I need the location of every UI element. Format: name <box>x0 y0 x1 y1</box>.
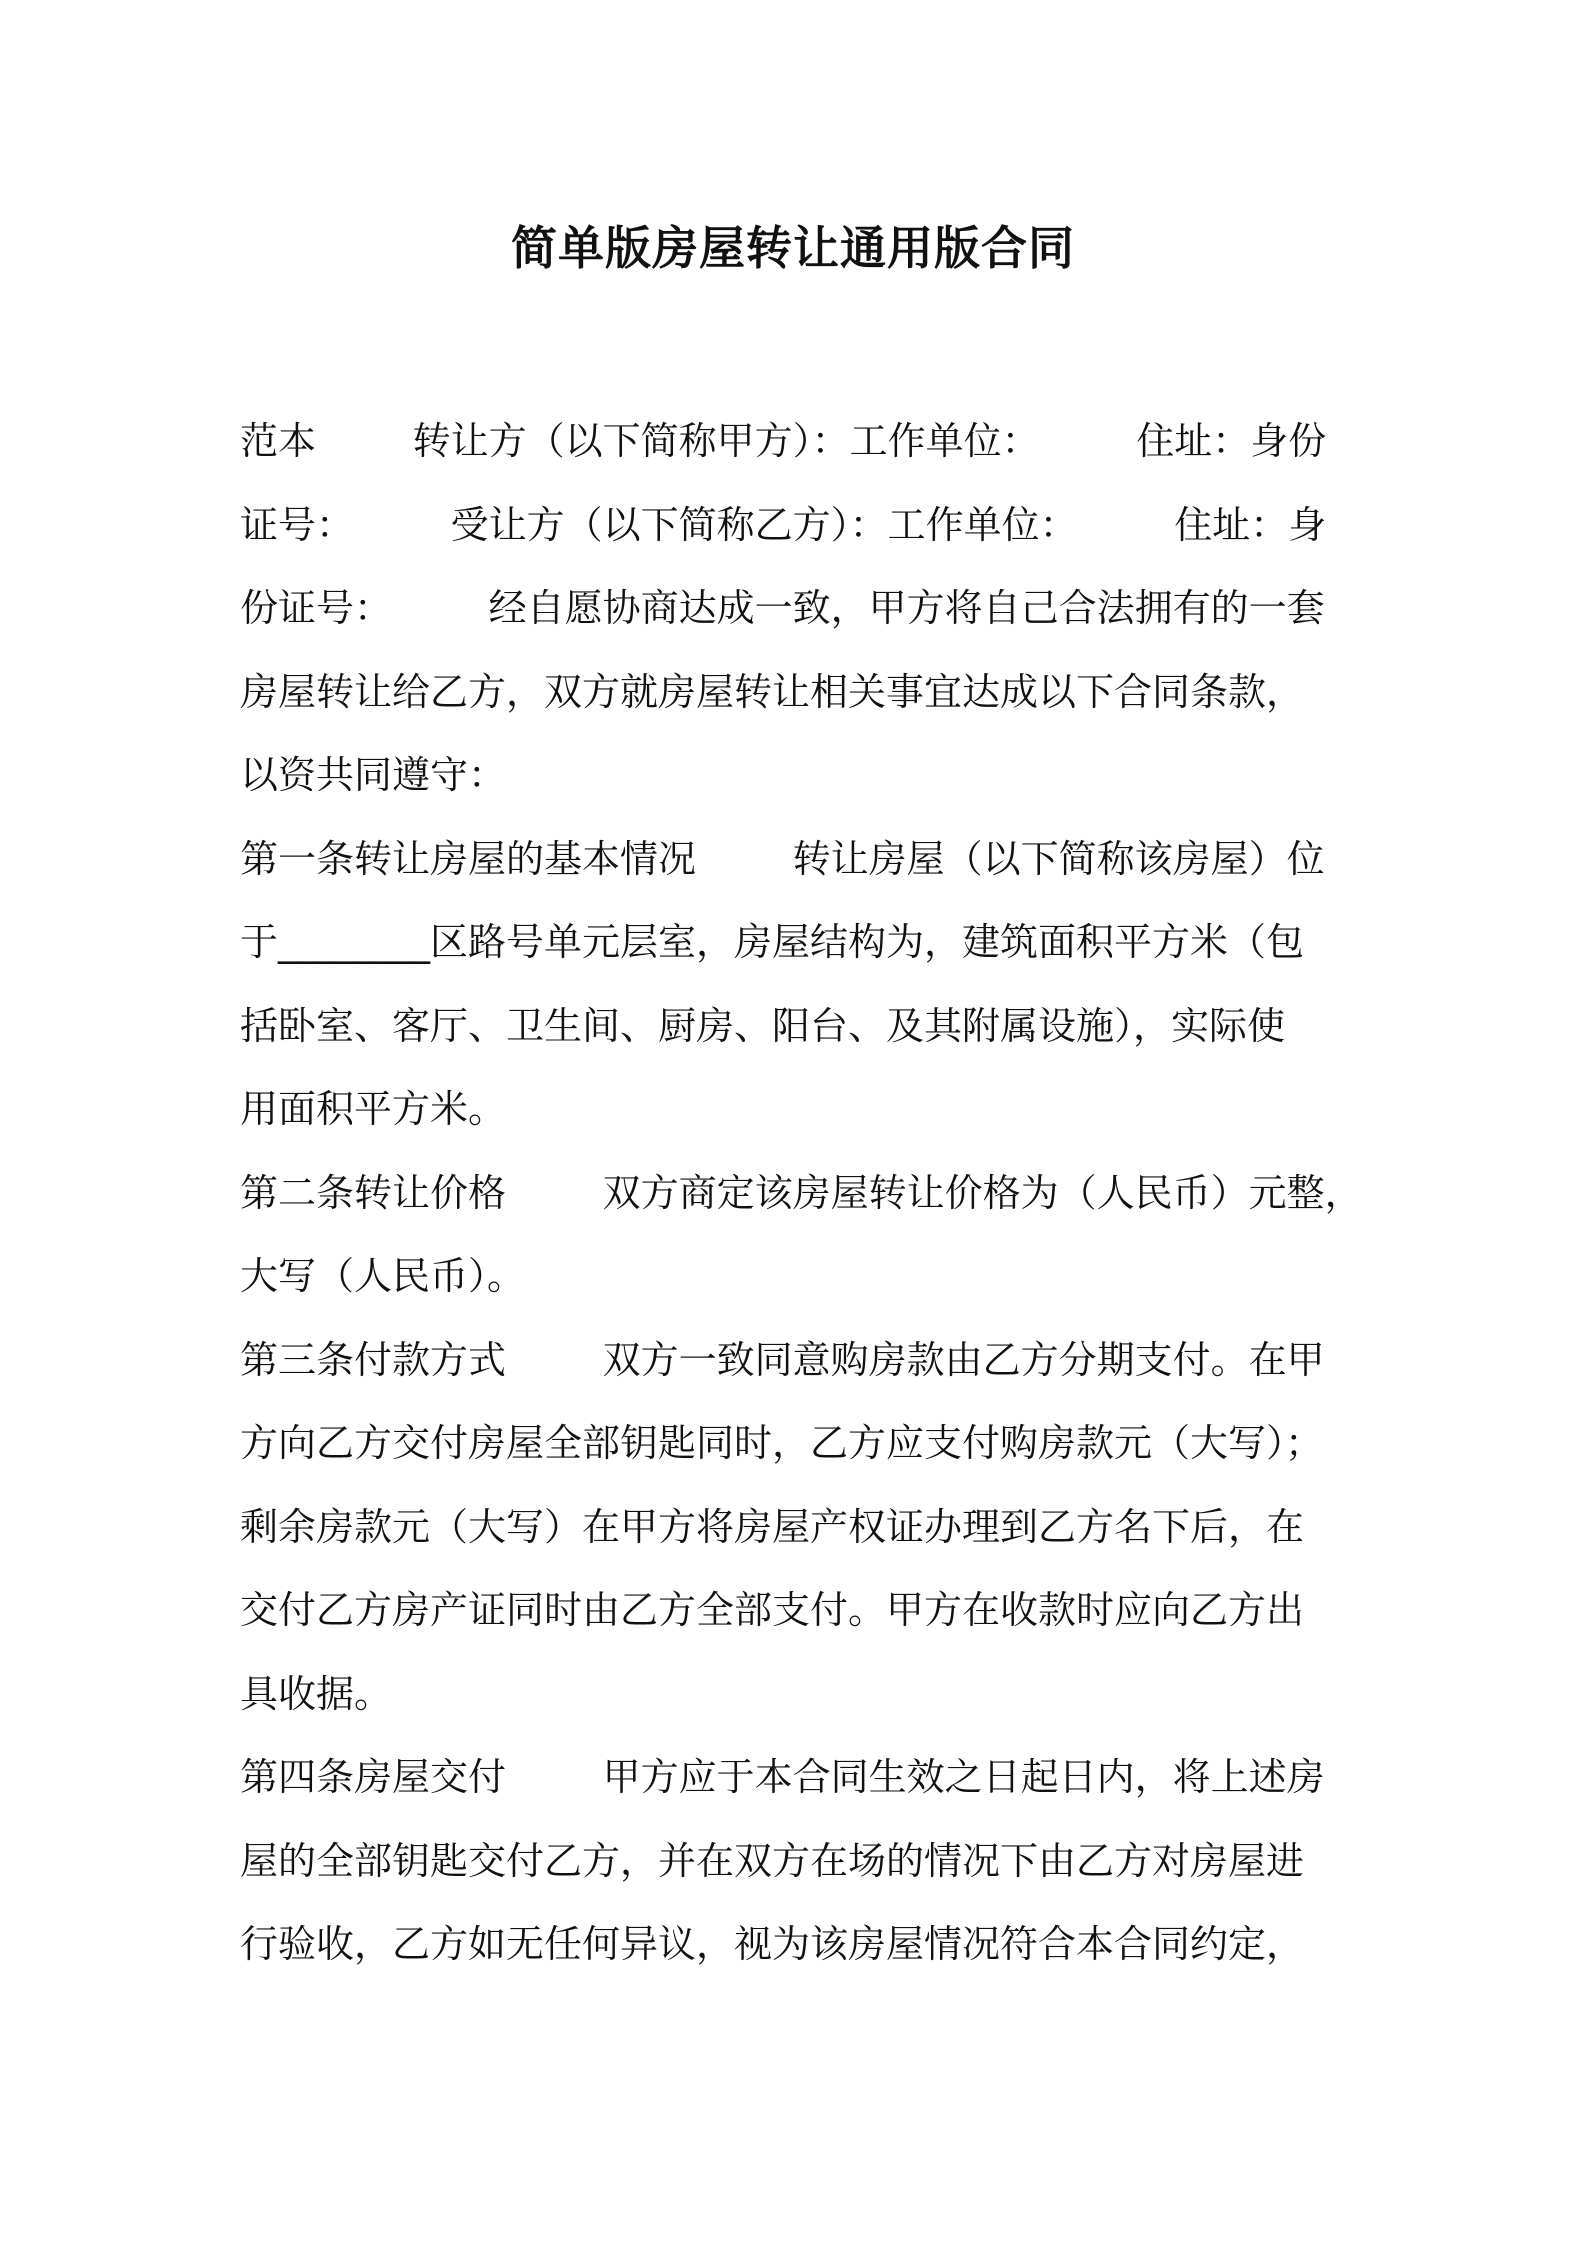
body-line: 第四条房屋交付 甲方应于本合同生效之日起日内，将上述房 <box>240 1755 1325 1799</box>
body-line: 证号： 受让方（以下简称乙方）：工作单位： 住址：身 <box>240 502 1327 547</box>
body-line: 方向乙方交付房屋全部钥匙同时，乙方应支付购房款元（大写）； <box>240 1421 1324 1465</box>
body-line: 具收据。 <box>240 1671 393 1716</box>
body-line: 屋的全部钥匙交付乙方，并在双方在场的情况下由乙方对房屋进 <box>240 1838 1305 1883</box>
body-line: 份证号： 经自愿协商达成一致，甲方将自己合法拥有的一套 <box>240 586 1325 630</box>
body-line: 第三条付款方式 双方一致同意购房款由乙方分期支付。在甲 <box>240 1337 1325 1382</box>
body-line: 以资共同遵守： <box>240 753 507 797</box>
body-line: 于________区路号单元层室，房屋结构为，建筑面积平方米（包 <box>240 920 1305 964</box>
document-body <box>240 400 1363 1987</box>
body-line: 用面积平方米。 <box>240 1087 507 1131</box>
body-line: 房屋转让给乙方，双方就房屋转让相关事宜达成以下合同条款， <box>240 669 1305 714</box>
body-line: 第二条转让价格 双方商定该房屋转让价格为（人民币）元整， <box>240 1170 1363 1215</box>
body-line: 交付乙方房产证同时由乙方全部支付。甲方在收款时应向乙方出 <box>240 1588 1305 1632</box>
body-line: 大写（人民币）。 <box>240 1254 526 1298</box>
body-line: 括卧室、客厅、卫生间、厨房、阳台、及其附属设施），实际使 <box>240 1003 1286 1048</box>
body-line: 行验收，乙方如无任何异议，视为该房屋情况符合本合同约定， <box>240 1922 1305 1966</box>
body-line: 范本 转让方（以下简称甲方）：工作单位： 住址：身份 <box>240 419 1327 463</box>
document-title: 简单版房屋转让通用版合同 <box>511 221 1075 275</box>
body-line: 第一条转让房屋的基本情况 转让房屋（以下简称该房屋）位 <box>240 836 1325 881</box>
body-line: 剩余房款元（大写）在甲方将房屋产权证办理到乙方名下后，在 <box>240 1504 1305 1549</box>
